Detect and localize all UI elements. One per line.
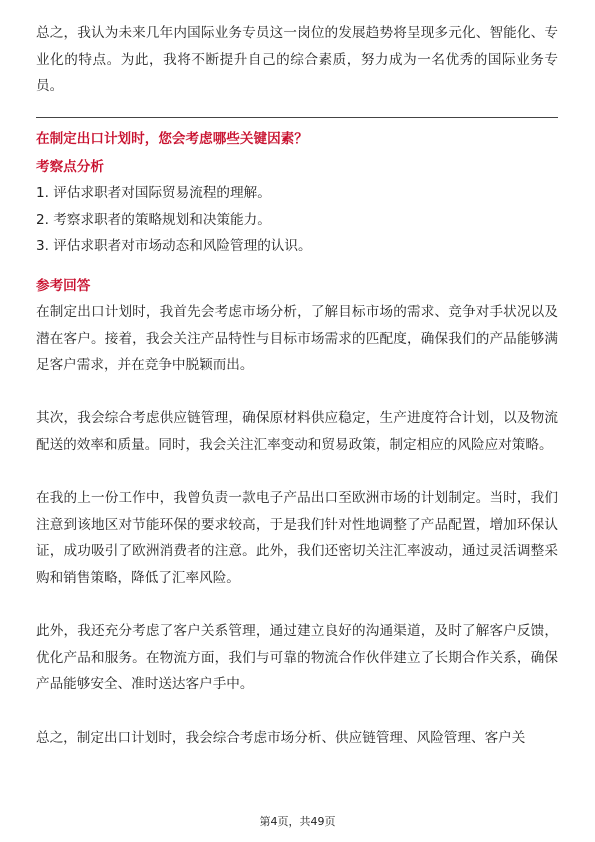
page-number: 第4页，共49页 xyxy=(259,815,336,828)
answer-paragraph: 总之，制定出口计划时，我会综合考虑市场分析、供应链管理、风险管理、客户关 xyxy=(36,729,526,746)
analysis-heading: 考察点分析 xyxy=(36,159,104,175)
intro-paragraph: 总之，我认为未来几年内国际业务专员这一岗位的发展趋势将呈现多元化、智能化、专业化的特点。为此，我将不断提升自己的综合素质，努力成为一名优秀的国际业务专员。 xyxy=(36,25,558,95)
analysis-list xyxy=(36,180,558,260)
list-item: 2. 考察求职者的策略规划和决策能力。 xyxy=(36,211,271,228)
answer-heading: 参考回答 xyxy=(36,278,91,294)
list-item: 3. 评估求职者对市场动态和风险管理的认识。 xyxy=(36,238,312,255)
question-heading: 在制定出口计划时，您会考虑哪些关键因素？ xyxy=(36,131,308,147)
answer-body xyxy=(36,299,558,778)
list-item: 1. 评估求职者对国际贸易流程的理解。 xyxy=(36,185,271,201)
answer-paragraph: 其次，我会综合考虑供应链管理，确保原材料供应稳定，生产进度符合计划，以及物流配送的效率和质量。同时，我会关注汇率变动和贸易政策，制定相应的风险应对策略。 xyxy=(36,410,558,453)
section-divider xyxy=(36,117,558,118)
answer-paragraph: 此外，我还充分考虑了客户关系管理，通过建立良好的沟通渠道，及时了解客户反馈，优化产品和服务。在物流方面，我们与可靠的物流合作伙伴建立了长期合作关系，确保产品能够安全、准时送达客户手中。 xyxy=(36,623,558,693)
answer-paragraph: 在我的上一份工作中，我曾负责一款电子产品出口至欧洲市场的计划制定。当时，我们注意到该地区对节能环保的要求较高，于是我们针对性地调整了产品配置，增加环保认证，成功吸引了欧洲消费者的注意。此外，我们还密切关注汇率波动，通过灵活调整采购和销售策略，降低了汇率风险。 xyxy=(36,490,558,586)
answer-paragraph: 在制定出口计划时，我首先会考虑市场分析，了解目标市场的需求、竞争对手状况以及潜在客户。接着，我会关注产品特性与目标市场需求的匹配度，确保我们的产品能够满足客户需求，并在竞争中脱颖而出。 xyxy=(36,304,558,374)
